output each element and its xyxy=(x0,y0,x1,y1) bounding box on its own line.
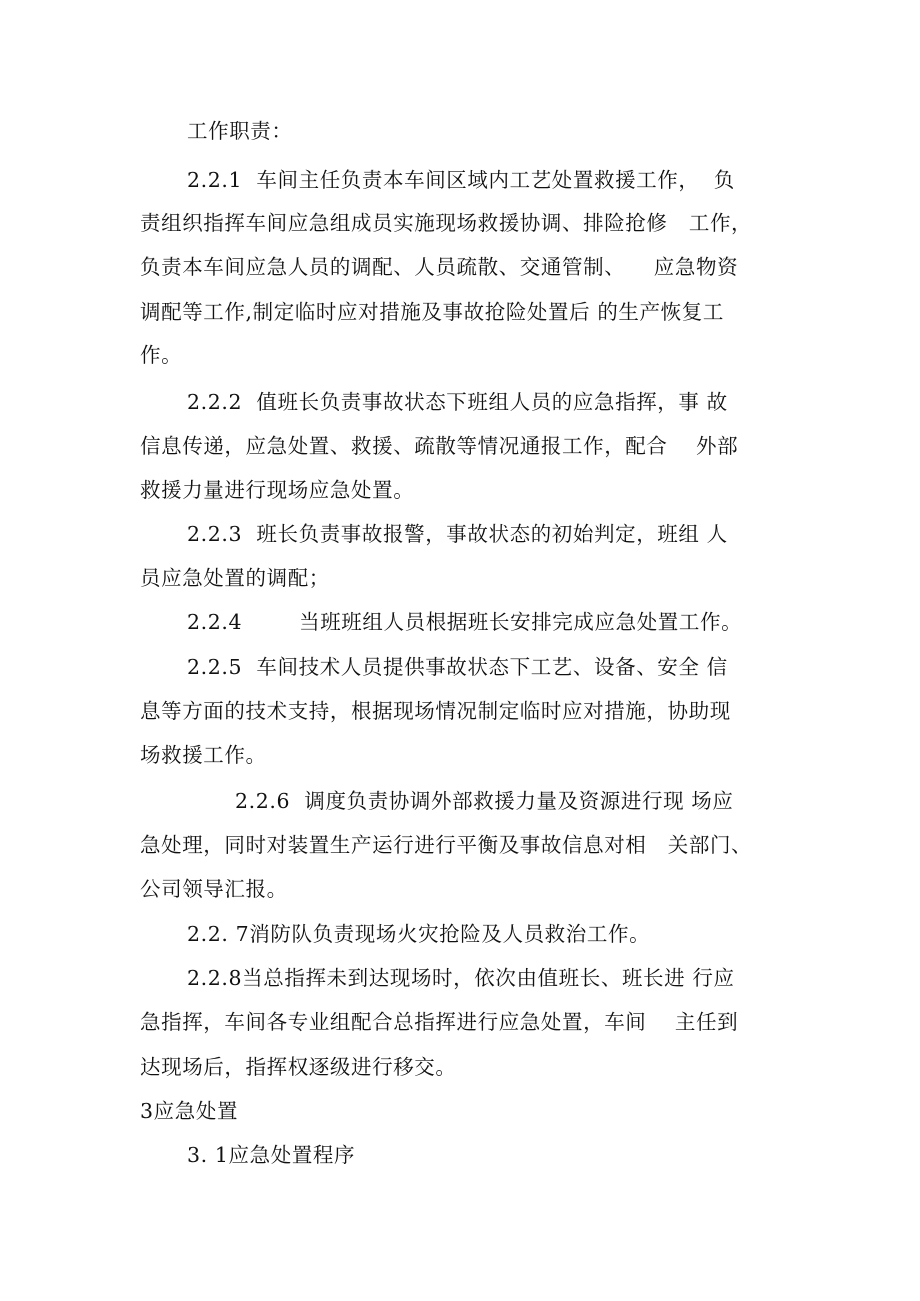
text-line-10: 2.2.3 班长负责事故报警，事故状态的初始判定，班组 人 xyxy=(187,522,728,546)
text-line-3: 责组织指挥车间应急组成员实施现场救援协调、排险抢修 工作， xyxy=(140,211,753,235)
text-line-5: 调配等工作,制定临时应对措施及事故抢险处置后 的生产恢复工 xyxy=(140,300,724,324)
text-line-4: 负责本车间应急人员的调配、人员疏散、交通管制、 应急物资 xyxy=(140,255,739,279)
text-line-21: 急指挥，车间各专业组配合总指挥进行应急处置，车间 主任到 xyxy=(140,1010,739,1034)
text-line-20: 2.2.8当总指挥未到达现场时，依次由值班长、班长进 行应 xyxy=(187,966,735,990)
text-line-8: 信息传递，应急处置、救援、疏散等情况通报工作，配合 外部 xyxy=(140,434,739,458)
text-line-15: 场救援工作。 xyxy=(140,743,267,767)
text-line-16: 2.2.6 调度负责协调外部救援力量及资源进行现 场应 xyxy=(235,789,734,813)
text-line-22: 达现场后，指挥权逐级进行移交。 xyxy=(140,1055,457,1079)
text-line-19: 2.2. 7消防队负责现场火灾抢险及人员救治工作。 xyxy=(187,922,651,946)
text-line-11: 员应急处置的调配； xyxy=(140,566,330,590)
text-line-1: 工作职责： xyxy=(187,119,293,143)
text-line-14: 息等方面的技术支持，根据现场情况制定临时应对措施，协助现 xyxy=(140,699,731,723)
subsection-heading: 3. 1应急处置程序 xyxy=(187,1143,356,1167)
section-heading: 3应急处置 xyxy=(140,1099,239,1123)
text-line-7: 2.2.2 值班长负责事故状态下班组人员的应急指挥，事 故 xyxy=(187,390,728,414)
text-line-9: 救援力量进行现场应急处置。 xyxy=(140,478,415,502)
text-line-12: 2.2.4 当班班组人员根据班长安排完成应急处置工作。 xyxy=(187,610,743,634)
text-line-2: 2.2.1 车间主任负责本车间区域内工艺处置救援工作， 负 xyxy=(187,168,735,192)
text-line-18: 公司领导汇报。 xyxy=(140,877,288,901)
text-line-17: 急处理，同时对装置生产运行进行平衡及事故信息对相 关部门、 xyxy=(140,833,753,857)
text-line-6: 作。 xyxy=(140,343,183,367)
text-line-13: 2.2.5 车间技术人员提供事故状态下工艺、设备、安全 信 xyxy=(187,655,728,679)
